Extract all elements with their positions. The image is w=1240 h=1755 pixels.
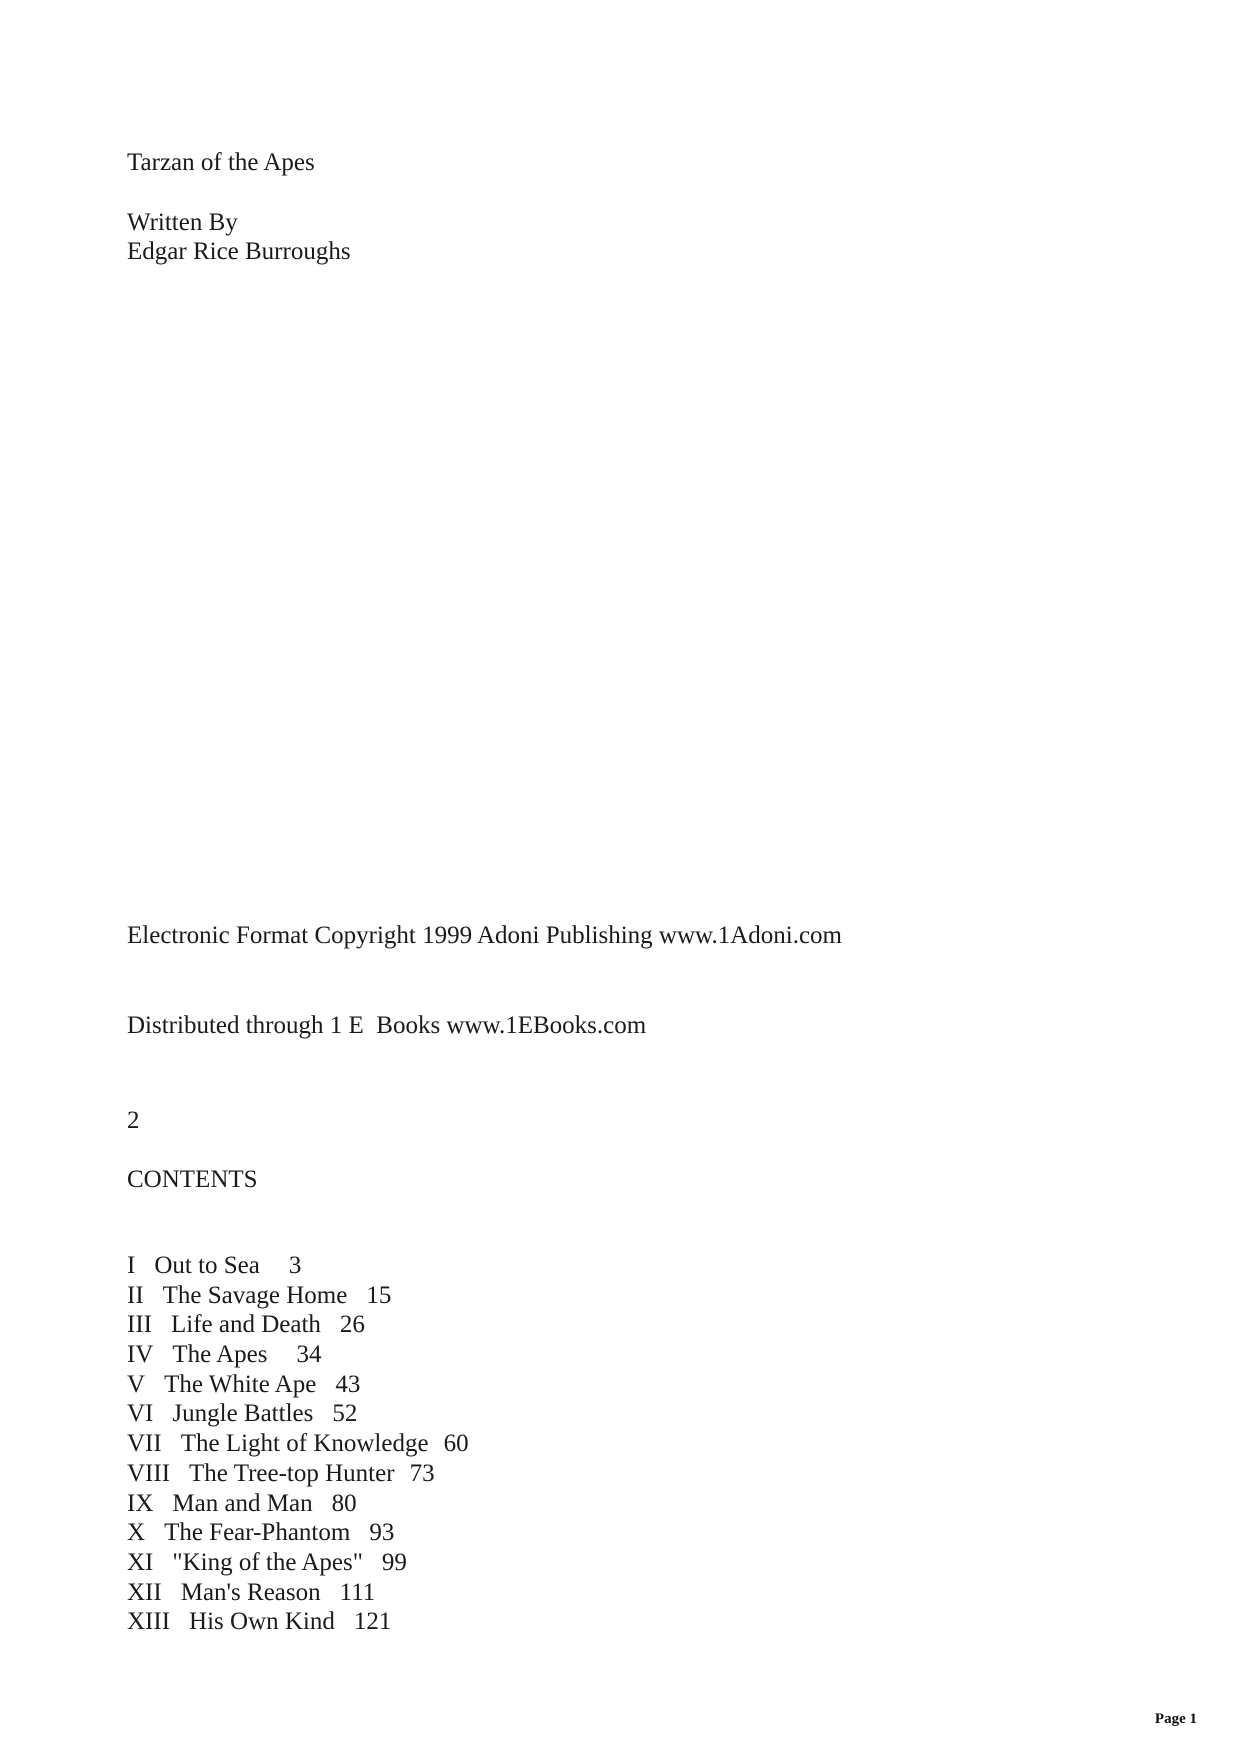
toc-page: 111 bbox=[339, 1578, 376, 1606]
toc-numeral: V bbox=[127, 1370, 146, 1398]
toc-title: The Fear-Phantom bbox=[164, 1519, 351, 1547]
table-of-contents bbox=[127, 1251, 469, 1637]
toc-page: 60 bbox=[443, 1430, 469, 1458]
toc-page: 3 bbox=[288, 1252, 302, 1279]
toc-numeral: VII bbox=[127, 1430, 162, 1458]
toc-entry bbox=[127, 1340, 469, 1370]
toc-entry bbox=[127, 1429, 469, 1459]
toc-entry bbox=[127, 1399, 469, 1429]
toc-page: 52 bbox=[332, 1400, 358, 1428]
copyright-notice: Electronic Format Copyright 1999 Adoni Publishing www.1Adoni.com bbox=[127, 922, 843, 949]
toc-page: 15 bbox=[366, 1281, 392, 1309]
toc-numeral: IX bbox=[127, 1489, 154, 1517]
toc-title: Jungle Battles bbox=[172, 1400, 314, 1428]
toc-numeral: II bbox=[127, 1281, 144, 1309]
page-marker: 2 bbox=[127, 1107, 140, 1134]
toc-title: Man and Man bbox=[172, 1489, 313, 1517]
toc-page: 26 bbox=[339, 1311, 365, 1339]
toc-numeral: VIII bbox=[127, 1459, 171, 1487]
toc-entry bbox=[127, 1518, 469, 1548]
toc-numeral: IV bbox=[127, 1341, 154, 1369]
toc-title: The Light of Knowledge bbox=[180, 1430, 429, 1458]
toc-numeral: X bbox=[127, 1519, 146, 1547]
toc-page: 34 bbox=[296, 1341, 322, 1369]
toc-numeral: XII bbox=[127, 1578, 162, 1606]
toc-title: His Own Kind bbox=[189, 1608, 335, 1636]
toc-entry bbox=[127, 1370, 469, 1400]
toc-page: 93 bbox=[369, 1519, 395, 1547]
toc-numeral: XI bbox=[127, 1548, 154, 1576]
toc-page: 121 bbox=[353, 1608, 392, 1636]
toc-numeral: III bbox=[127, 1311, 152, 1339]
toc-entry bbox=[127, 1281, 469, 1311]
toc-title: Life and Death bbox=[170, 1311, 321, 1339]
toc-page: 73 bbox=[409, 1459, 435, 1487]
toc-title: The Tree-top Hunter bbox=[189, 1459, 395, 1487]
toc-page: 80 bbox=[331, 1489, 357, 1517]
toc-entry bbox=[127, 1607, 469, 1637]
written-by-label: Written By bbox=[127, 209, 238, 236]
toc-entry bbox=[127, 1489, 469, 1519]
toc-title: Man's Reason bbox=[180, 1578, 321, 1606]
book-title: Tarzan of the Apes bbox=[127, 149, 315, 176]
toc-entry bbox=[127, 1251, 469, 1281]
toc-entry bbox=[127, 1459, 469, 1489]
toc-entry bbox=[127, 1548, 469, 1578]
toc-entry bbox=[127, 1578, 469, 1608]
toc-title: The White Ape bbox=[164, 1370, 317, 1398]
toc-numeral: I bbox=[127, 1252, 136, 1279]
page-number-footer: Page 1 bbox=[1154, 1711, 1197, 1727]
toc-title: The Apes bbox=[172, 1341, 268, 1369]
contents-heading: CONTENTS bbox=[127, 1166, 258, 1193]
toc-page: 43 bbox=[335, 1370, 361, 1398]
toc-numeral: VI bbox=[127, 1400, 154, 1428]
toc-page: 99 bbox=[381, 1548, 407, 1576]
author-name: Edgar Rice Burroughs bbox=[127, 238, 351, 265]
distribution-notice: Distributed through 1 E Books www.1EBooks.com bbox=[127, 1012, 647, 1039]
toc-title: Out to Sea bbox=[154, 1252, 260, 1279]
toc-numeral: XIII bbox=[127, 1608, 171, 1636]
toc-title: The Savage Home bbox=[162, 1281, 348, 1309]
toc-entry bbox=[127, 1310, 469, 1340]
toc-title: "King of the Apes" bbox=[172, 1548, 363, 1576]
